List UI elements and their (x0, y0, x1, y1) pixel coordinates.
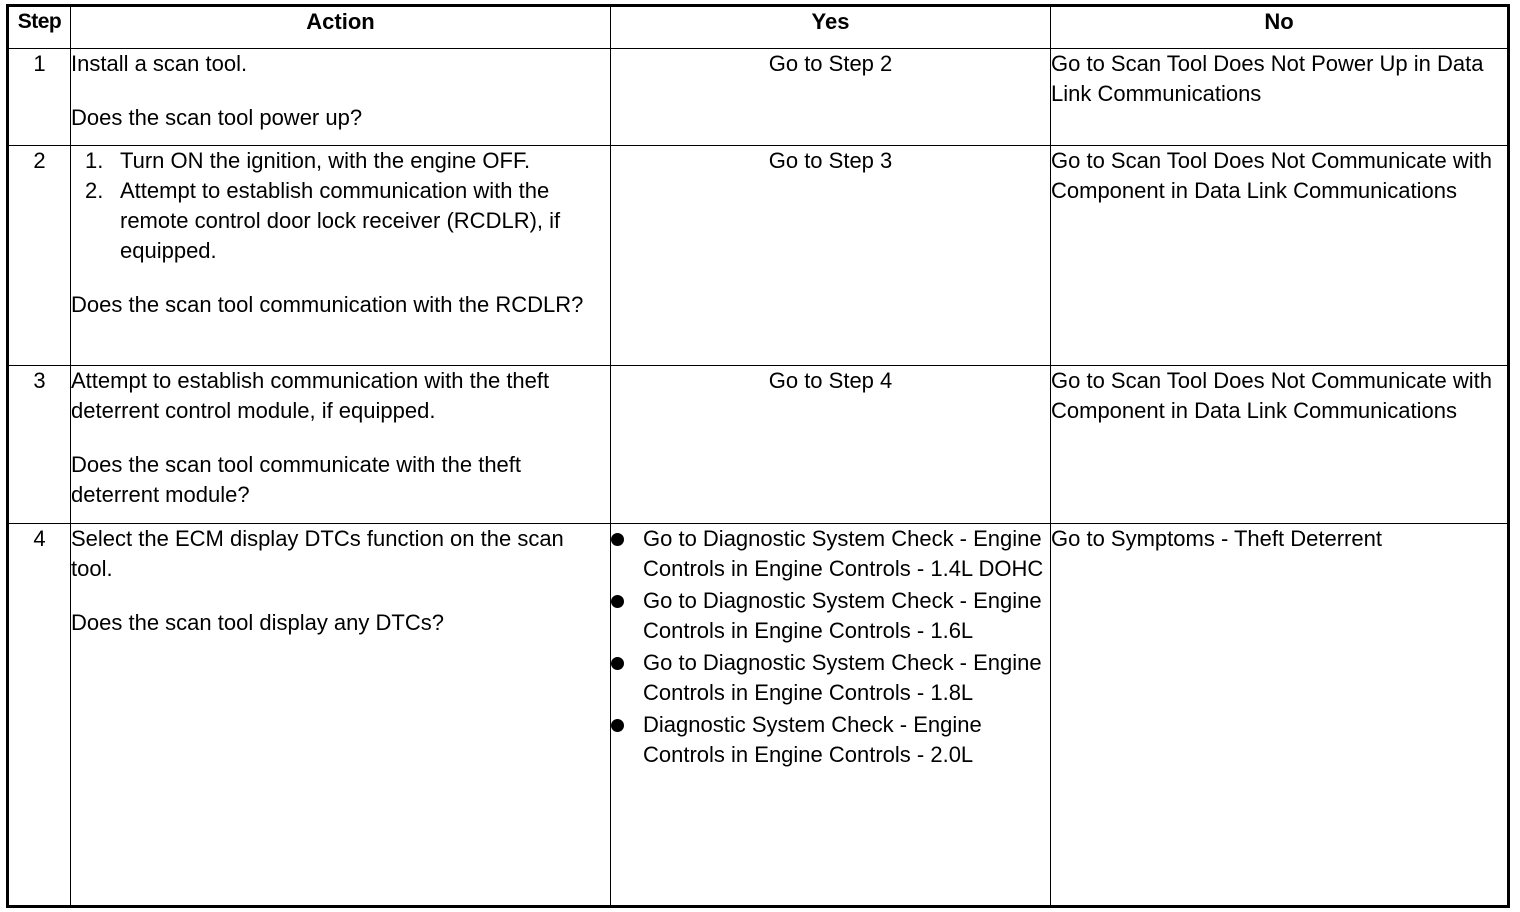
action-step-text: Attempt to establish communication with the remote control door lock receiver (RCDLR), if equipped. (120, 178, 561, 264)
header-yes: Yes (611, 7, 1051, 49)
action-instruction: Attempt to establish communication with the theft deterrent control module, if equipped. (71, 368, 550, 424)
action-step-number: 1. (85, 148, 104, 174)
yes-option-item (643, 524, 1050, 584)
action-step-item (85, 146, 610, 176)
yes-option-link[interactable]: Go to Diagnostic System Check - Engine Controls in Engine Controls - 1.4L DOHC (643, 525, 1044, 581)
action-cell (71, 49, 611, 146)
yes-link[interactable]: Go to Step 3 (768, 148, 893, 174)
no-cell (1051, 366, 1508, 523)
yes-options-list (611, 524, 1050, 770)
action-step-number: 2. (85, 178, 104, 204)
yes-option-link[interactable]: Go to Diagnostic System Check - Engine Controls in Engine Controls - 1.6L (643, 587, 1042, 643)
table-row (9, 366, 1508, 523)
action-question: Does the scan tool communication with the RCDLR? (71, 292, 584, 318)
diagnostic-table-container (8, 6, 1507, 906)
action-cell (71, 523, 611, 905)
bullet-icon (611, 719, 624, 732)
action-instruction: Install a scan tool. (71, 51, 248, 76)
header-action: Action (71, 7, 611, 49)
yes-cell (611, 523, 1051, 905)
yes-cell (611, 366, 1051, 523)
no-cell (1051, 146, 1508, 366)
action-question: Does the scan tool communicate with the theft deterrent module? (71, 452, 522, 508)
bullet-icon (611, 595, 624, 608)
table-row (9, 49, 1508, 146)
bullet-icon (611, 533, 624, 546)
no-link[interactable]: Go to Symptoms - Theft Deterrent (1051, 525, 1382, 551)
table-row (9, 146, 1508, 366)
step-number: 2 (9, 146, 71, 366)
no-link[interactable]: Go to Scan Tool Does Not Power Up in Data Link Communications (1051, 51, 1484, 106)
action-question: Does the scan tool power up? (71, 105, 363, 130)
bullet-icon (611, 657, 624, 670)
yes-link[interactable]: Go to Step 2 (768, 51, 893, 76)
yes-cell (611, 146, 1051, 366)
yes-option-item (643, 648, 1050, 708)
yes-option-item (643, 586, 1050, 646)
header-no: No (1051, 7, 1508, 49)
action-question: Does the scan tool display any DTCs? (71, 609, 444, 635)
action-steps-list (71, 146, 610, 266)
header-row (9, 7, 1508, 49)
yes-link[interactable]: Go to Step 4 (768, 368, 893, 394)
diagnostic-table (8, 6, 1508, 906)
step-number: 3 (9, 366, 71, 523)
action-cell (71, 146, 611, 366)
action-step-text: Turn ON the ignition, with the engine OFF. (120, 148, 531, 174)
no-link[interactable]: Go to Scan Tool Does Not Communicate with Component in Data Link Communications (1051, 148, 1493, 204)
step-number: 4 (9, 523, 71, 905)
no-cell (1051, 49, 1508, 146)
no-link[interactable]: Go to Scan Tool Does Not Communicate with Component in Data Link Communications (1051, 368, 1493, 424)
yes-option-item (643, 710, 1050, 770)
header-step: Step (9, 7, 71, 49)
yes-cell (611, 49, 1051, 146)
yes-option-link[interactable]: Go to Diagnostic System Check - Engine Controls in Engine Controls - 1.8L (643, 649, 1042, 705)
step-number: 1 (9, 49, 71, 146)
action-step-item (85, 176, 610, 266)
yes-option-link[interactable]: Diagnostic System Check - Engine Controls in Engine Controls - 2.0L (643, 711, 982, 767)
action-cell (71, 366, 611, 523)
no-cell (1051, 523, 1508, 905)
action-instruction: Select the ECM display DTCs function on the scan tool. (71, 525, 564, 581)
table-row (9, 523, 1508, 905)
